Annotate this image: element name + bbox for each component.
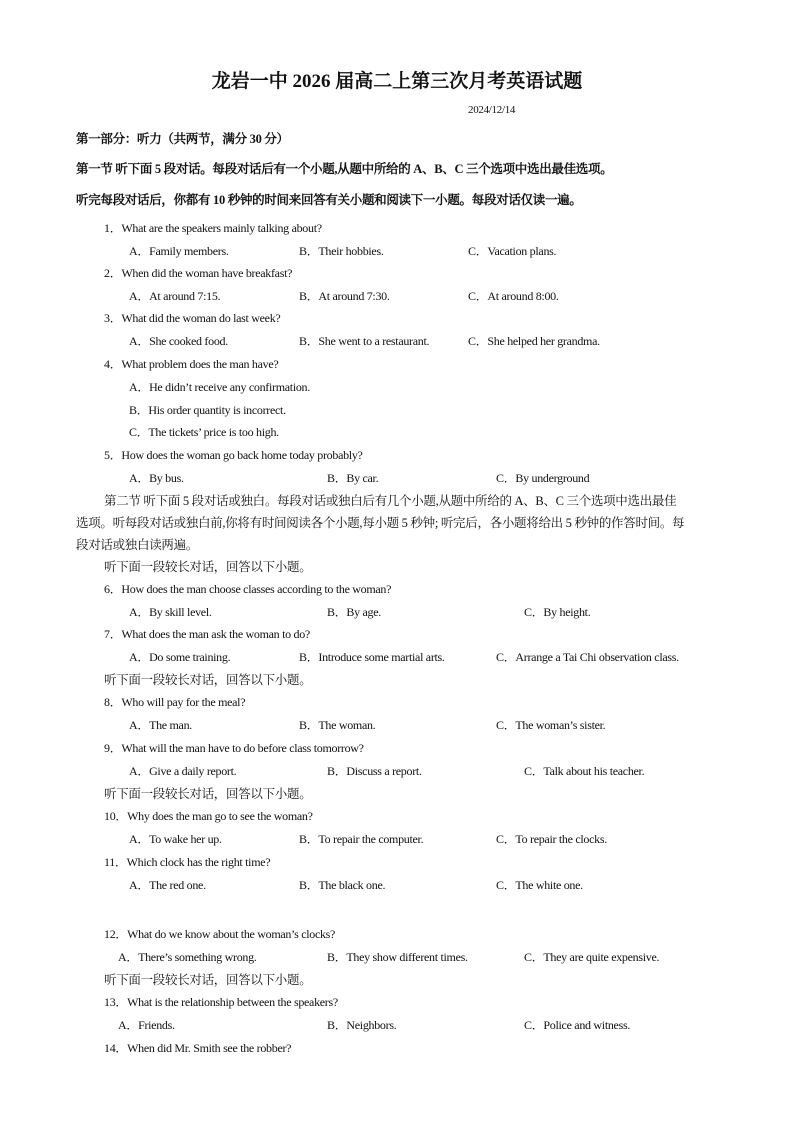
question-7-stem: 7．What does the man ask the woman to do? xyxy=(104,627,310,641)
question-5-option-c: C．By underground xyxy=(496,471,590,485)
section1-instructions-line1: 第一节 听下面 5 段对话。每段对话后有一个小题,从题中所给的 A、B、C 三个选项中选出最佳选项。 xyxy=(76,162,613,176)
question-7-option-c: C．Arrange a Tai Chi observation class. xyxy=(496,650,679,664)
question-9-stem: 9．What will the man have to do before class tomorrow? xyxy=(104,741,364,755)
question-3-option-a: A．She cooked food. xyxy=(129,334,228,348)
question-8-option-a: A．The man. xyxy=(129,718,192,732)
question-6-stem: 6．How does the man choose classes according to the woman? xyxy=(104,582,392,596)
question-12-option-a: A．There’s something wrong. xyxy=(118,950,257,964)
question-9-option-a: A．Give a daily report. xyxy=(129,764,237,778)
exam-date: 2024/12/14 xyxy=(468,104,516,116)
question-2-option-c: C．At around 8:00. xyxy=(468,289,559,303)
exam-title: 龙岩一中 2026 届高二上第三次月考英语试题 xyxy=(211,71,583,92)
question-1-option-c: C．Vacation plans. xyxy=(468,244,557,258)
question-10-option-b: B．To repair the computer. xyxy=(299,832,424,846)
question-4-option-b: B．His order quantity is incorrect. xyxy=(129,403,286,417)
question-10-option-a: A．To wake her up. xyxy=(129,832,222,846)
question-1-option-b: B．Their hobbies. xyxy=(299,244,384,258)
question-13-option-a: A．Friends. xyxy=(118,1018,175,1032)
question-13-option-b: B．Neighbors. xyxy=(327,1018,397,1032)
question-1-option-a: A．Family members. xyxy=(129,244,229,258)
listening-instruction: 听下面一段较长对话，回答以下小题。 xyxy=(104,560,312,574)
question-11-stem: 11．Which clock has the right time? xyxy=(104,855,271,869)
question-10-stem: 10．Why does the man go to see the woman? xyxy=(104,809,313,823)
question-5-option-a: A．By bus. xyxy=(129,471,184,485)
question-2-stem: 2．When did the woman have breakfast? xyxy=(104,266,293,280)
question-11-option-a: A．The red one. xyxy=(129,878,206,892)
section2-instructions-line3: 段对话或独白读两遍。 xyxy=(76,538,199,552)
question-1-stem: 1．What are the speakers mainly talking about? xyxy=(104,221,322,235)
question-8-option-c: C．The woman’s sister. xyxy=(496,718,606,732)
question-6-option-b: B．By age. xyxy=(327,605,381,619)
question-7-option-b: B．Introduce some martial arts. xyxy=(299,650,445,664)
question-5-option-b: B．By car. xyxy=(327,471,379,485)
question-13-stem: 13．What is the relationship between the speakers? xyxy=(104,995,338,1009)
question-5-stem: 5．How does the woman go back home today probably? xyxy=(104,448,363,462)
question-13-option-c: C．Police and witness. xyxy=(524,1018,631,1032)
question-3-option-c: C．She helped her grandma. xyxy=(468,334,600,348)
question-4-option-a: A．He didn’t receive any confirmation. xyxy=(129,380,310,394)
question-2-option-a: A．At around 7:15. xyxy=(129,289,221,303)
listening-instruction: 听下面一段较长对话，回答以下小题。 xyxy=(104,973,312,987)
section1-instructions-line2: 听完每段对话后，你都有 10 秒钟的时间来回答有关小题和阅读下一小题。每段对话仅读一遍。 xyxy=(76,193,582,207)
part1-heading: 第一部分：听力（共两节，满分 30 分） xyxy=(76,132,289,146)
listening-instruction: 听下面一段较长对话，回答以下小题。 xyxy=(104,787,312,801)
section2-instructions-line1: 第二节 听下面 5 段对话或独白。每段对话或独白后有几个小题,从题中所给的 A、B、C 三个选项中选出最佳 xyxy=(104,494,677,508)
question-11-option-b: B．The black one. xyxy=(299,878,386,892)
listening-instruction: 听下面一段较长对话，回答以下小题。 xyxy=(104,673,312,687)
question-4-stem: 4．What problem does the man have? xyxy=(104,357,279,371)
section2-instructions-line2: 选项。听每段对话或独白前,你将有时间阅读各个小题,每小题 5 秒钟; 听完后，各小题将给出 5 秒钟的作答时间。每 xyxy=(76,516,685,530)
question-6-option-c: C．By height. xyxy=(524,605,591,619)
question-12-stem: 12．What do we know about the woman’s clocks? xyxy=(104,927,336,941)
question-9-option-c: C．Talk about his teacher. xyxy=(524,764,645,778)
question-3-stem: 3．What did the woman do last week? xyxy=(104,311,281,325)
question-12-option-c: C．They are quite expensive. xyxy=(524,950,660,964)
question-7-option-a: A．Do some training. xyxy=(129,650,231,664)
question-6-option-a: A．By skill level. xyxy=(129,605,212,619)
question-8-option-b: B．The woman. xyxy=(299,718,376,732)
question-3-option-b: B．She went to a restaurant. xyxy=(299,334,430,348)
question-8-stem: 8．Who will pay for the meal? xyxy=(104,695,246,709)
question-4-option-c: C．The tickets’ price is too high. xyxy=(129,425,279,439)
question-11-option-c: C．The white one. xyxy=(496,878,583,892)
question-14-stem: 14．When did Mr. Smith see the robber? xyxy=(104,1041,292,1055)
question-10-option-c: C．To repair the clocks. xyxy=(496,832,607,846)
question-9-option-b: B．Discuss a report. xyxy=(327,764,422,778)
question-2-option-b: B．At around 7:30. xyxy=(299,289,390,303)
question-12-option-b: B．They show different times. xyxy=(327,950,468,964)
